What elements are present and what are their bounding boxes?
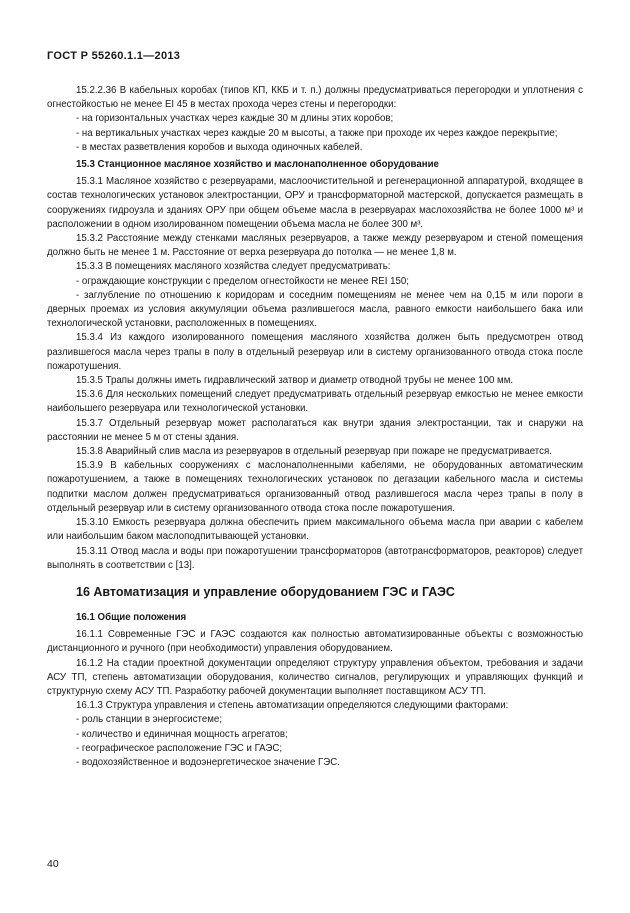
paragraph: - на горизонтальных участках через каждые 30 м длины этих коробов; <box>76 113 394 125</box>
paragraph: 16.1.3 Структура управления и степень автоматизации определяются следующими факторами: <box>76 700 509 712</box>
paragraph: 15.3.7 Отдельный резервуар может располагаться как внутри здания электростанции, так и снаружи на расстоянии не менее 5 м от стены здания. <box>47 417 583 443</box>
paragraph: 15.3.2 Расстояние между стенками масляных резервуаров, а также между резервуаром и стеной помещения должно быть не менее 1 м. Расстояние от верха резервуара до потолка — не менее 1,8 м. <box>47 233 583 259</box>
paragraph: 15.2.2.36 В кабельных коробах (типов КП, ККБ и т. п.) должны предусматриваться перегородки и уплотнения с огнестойкостью не менее EI 45 в местах прохода через стены и перегородки: <box>47 85 583 111</box>
paragraph: 15.3.9 В кабельных сооружениях с маслонаполненными кабелями, не оборудованных автоматическим пожаротушением, а также в помещениях технологических установок по дегазации кабельного масла и системы подпитки маслом должен предусматриваться организованный отвод разлившегося масла через трапы в полу в отдельный резервуар или в систему организованного отвода стока после пожаротушения. <box>47 460 583 514</box>
paragraph: 15.3.6 Для нескольких помещений следует предусматривать отдельный резервуар емкостью не менее емкости наибольшего резервуара или технологической установки. <box>47 389 583 415</box>
paragraph: - на вертикальных участках через каждые 20 м высоты, а также при проходе их через каждое перекрытие; <box>76 127 558 139</box>
paragraph: - количество и единичная мощность агрегатов; <box>76 728 288 740</box>
page-number: 40 <box>47 858 59 870</box>
section-heading: 16 Автоматизация и управление оборудованием ГЭС и ГАЭС <box>76 584 455 599</box>
paragraph: - в местах разветвления коробов и выхода одиночных кабелей. <box>76 141 363 153</box>
paragraph: - роль станции в энергосистеме; <box>76 714 223 726</box>
paragraph: 15.3.11 Отвод масла и воды при пожаротушении трансформаторов (автотрансформаторов, реакторов) следует выполнять в соответствии с [13]. <box>47 545 583 571</box>
subsection-heading: 16.1 Общие положения <box>76 611 187 623</box>
page-header: ГОСТ Р 55260.1.1—2013 <box>47 50 181 62</box>
paragraph: - заглубление по отношению к коридорам и соседним помещениям не менее чем на 0,15 м или пороги в дверных проемах из условия аккумуляции объема разлившегося масла, равного емкости наибольшего бака или технологической установки, расположенных в помещениях. <box>47 289 583 330</box>
paragraph: 15.3.1 Масляное хозяйство с резервуарами, маслоочистительной и регенерационной аппаратурой, входящее в состав технологических установок электростанции, ОРУ и трансформаторной мастерской, допускается размещать в сооружениях гидроузла и зданиях ОРУ при общем объеме масла в резервуарах маслохозяйства не более 1000 м³ и расположении в одном изолированном помещении объема масла не более 300 м³. <box>47 176 583 230</box>
paragraph: 15.3.5 Трапы должны иметь гидравлический затвор и диаметр отводной трубы не менее 100 мм. <box>76 375 514 387</box>
document-body <box>47 84 583 770</box>
paragraph: - географическое расположение ГЭС и ГАЭС; <box>76 742 283 754</box>
paragraph: 15.3.3 В помещениях масляного хозяйства следует предусматривать: <box>76 261 391 273</box>
paragraph: 15.3.8 Аварийный слив масла из резервуаров в отдельный резервуар при пожаре не предусматривается. <box>76 446 552 458</box>
paragraph: - водохозяйственное и водоэнергетическое значение ГЭС. <box>76 756 340 768</box>
paragraph: 15.3.4 Из каждого изолированного помещения масляного хозяйства должен быть предусмотрен отвод разлившегося масла через трапы в полу в отдельный резервуар или в систему организованного отвода стока после пожаротушения. <box>47 332 583 372</box>
paragraph: 15.3.10 Емкость резервуара должна обеспечить прием максимального объема масла при аварии с кабелем или наибольшим баком маслоподпитывающей установки. <box>47 517 583 543</box>
paragraph: 16.1.1 Современные ГЭС и ГАЭС создаются как полностью автоматизированные объекты с возможностью дистанционного и ручного (при необходимости) управления оборудованием. <box>47 629 583 655</box>
section-spacer <box>47 573 583 583</box>
paragraph: 16.1.2 На стадии проектной документации определяют структуру управления объектом, требования и задачи АСУ ТП, степень автоматизации оборудования, количество сигналов, регулирующих и управляющих функций и структурную схему АСУ ТП. Разработку рабочей документации выполняет поставщиком АСУ ТП. <box>47 657 583 697</box>
section-spacer <box>47 601 583 611</box>
subsection-heading: 15.3 Станционное масляное хозяйство и маслонаполненное оборудование <box>76 159 439 171</box>
paragraph: - ограждающие конструкции с пределом огнестойкости не менее REI 150; <box>76 275 409 287</box>
